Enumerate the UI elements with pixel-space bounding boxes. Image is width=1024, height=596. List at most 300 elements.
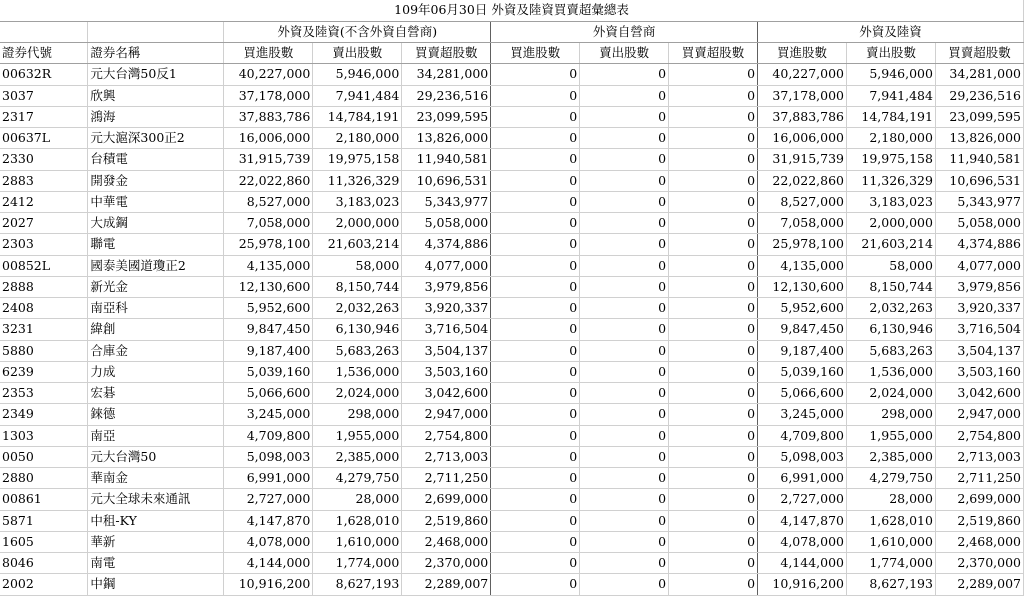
value-cell[interactable]: 2,711,250 — [935, 468, 1023, 489]
value-cell[interactable]: 3,979,856 — [935, 276, 1023, 297]
stock-name-cell[interactable]: 元大台灣50 — [88, 446, 224, 467]
stock-name-cell[interactable]: 欣興 — [88, 85, 224, 106]
value-cell[interactable]: 298,000 — [847, 404, 936, 425]
value-cell[interactable]: 0 — [580, 149, 669, 170]
value-cell[interactable]: 0 — [669, 468, 758, 489]
group-header-foreign-excl-dealers[interactable]: 外資及陸資(不含外資自營商) — [224, 21, 491, 42]
value-cell[interactable]: 31,915,739 — [758, 149, 847, 170]
stock-name-cell[interactable]: 華南金 — [88, 468, 224, 489]
value-cell[interactable]: 0 — [491, 404, 580, 425]
value-cell[interactable]: 3,716,504 — [935, 319, 1023, 340]
table-row — [0, 468, 1024, 489]
value-cell[interactable]: 2,468,000 — [935, 531, 1023, 552]
value-cell[interactable]: 0 — [669, 128, 758, 149]
value-cell[interactable]: 0 — [491, 106, 580, 127]
value-cell[interactable]: 25,978,100 — [758, 234, 847, 255]
value-cell[interactable]: 16,006,000 — [758, 128, 847, 149]
value-cell[interactable]: 3,503,160 — [935, 361, 1023, 382]
value-cell[interactable]: 34,281,000 — [402, 64, 491, 85]
table-row — [0, 404, 1024, 425]
value-cell[interactable]: 25,978,100 — [224, 234, 313, 255]
value-cell[interactable]: 12,130,600 — [224, 276, 313, 297]
value-cell[interactable]: 0 — [491, 149, 580, 170]
value-cell[interactable]: 0 — [669, 383, 758, 404]
stock-name-cell[interactable]: 合庫金 — [88, 340, 224, 361]
stock-name-cell[interactable]: 華新 — [88, 531, 224, 552]
value-cell[interactable]: 0 — [669, 106, 758, 127]
value-cell[interactable]: 2,180,000 — [313, 128, 402, 149]
value-cell[interactable]: 2,754,800 — [402, 425, 491, 446]
value-cell[interactable]: 0 — [669, 361, 758, 382]
stock-code-cell[interactable]: 2353 — [0, 383, 88, 404]
value-cell[interactable]: 7,941,484 — [847, 85, 936, 106]
stock-code-cell[interactable]: 2303 — [0, 234, 88, 255]
value-cell[interactable]: 0 — [669, 446, 758, 467]
value-cell[interactable]: 0 — [491, 298, 580, 319]
value-cell[interactable]: 19,975,158 — [847, 149, 936, 170]
value-cell[interactable]: 0 — [669, 170, 758, 191]
value-cell[interactable]: 22,022,860 — [224, 170, 313, 191]
value-cell[interactable]: 13,826,000 — [935, 128, 1023, 149]
column-header[interactable]: 證券代號 — [0, 43, 88, 64]
value-cell[interactable]: 0 — [580, 276, 669, 297]
value-cell[interactable]: 2,032,263 — [313, 298, 402, 319]
stock-code-cell[interactable]: 2349 — [0, 404, 88, 425]
value-cell[interactable]: 7,941,484 — [313, 85, 402, 106]
value-cell[interactable]: 40,227,000 — [224, 64, 313, 85]
value-cell[interactable]: 2,180,000 — [847, 128, 936, 149]
value-cell[interactable]: 2,727,000 — [758, 489, 847, 510]
value-cell[interactable]: 11,326,329 — [847, 170, 936, 191]
value-cell[interactable]: 0 — [580, 128, 669, 149]
stock-code-cell[interactable]: 2317 — [0, 106, 88, 127]
value-cell[interactable]: 3,716,504 — [402, 319, 491, 340]
value-cell[interactable]: 4,279,750 — [847, 468, 936, 489]
value-cell[interactable]: 5,098,003 — [758, 446, 847, 467]
value-cell[interactable]: 9,847,450 — [224, 319, 313, 340]
value-cell[interactable]: 4,078,000 — [224, 531, 313, 552]
value-cell[interactable]: 5,946,000 — [313, 64, 402, 85]
stock-name-cell[interactable]: 大成鋼 — [88, 213, 224, 234]
value-cell[interactable]: 0 — [491, 128, 580, 149]
stock-name-cell[interactable]: 力成 — [88, 361, 224, 382]
column-header[interactable]: 買進股數 — [758, 43, 847, 64]
value-cell[interactable]: 4,147,870 — [224, 510, 313, 531]
stock-name-cell[interactable]: 國泰美國道瓊正2 — [88, 255, 224, 276]
value-cell[interactable]: 3,042,600 — [402, 383, 491, 404]
stock-name-cell[interactable]: 元大全球未來通訊 — [88, 489, 224, 510]
value-cell[interactable]: 37,883,786 — [224, 106, 313, 127]
value-cell[interactable]: 0 — [491, 340, 580, 361]
value-cell[interactable]: 9,187,400 — [758, 340, 847, 361]
value-cell[interactable]: 3,504,137 — [935, 340, 1023, 361]
value-cell[interactable]: 0 — [580, 234, 669, 255]
value-cell[interactable]: 5,066,600 — [224, 383, 313, 404]
value-cell[interactable]: 6,991,000 — [224, 468, 313, 489]
stock-code-cell[interactable]: 8046 — [0, 553, 88, 574]
value-cell[interactable]: 11,940,581 — [402, 149, 491, 170]
stock-code-cell[interactable]: 5871 — [0, 510, 88, 531]
value-cell[interactable]: 0 — [669, 213, 758, 234]
stock-code-cell[interactable]: 00852L — [0, 255, 88, 276]
value-cell[interactable]: 1,536,000 — [847, 361, 936, 382]
table-row — [0, 213, 1024, 234]
value-cell[interactable]: 0 — [669, 510, 758, 531]
value-cell[interactable]: 10,696,531 — [402, 170, 491, 191]
value-cell[interactable]: 29,236,516 — [935, 85, 1023, 106]
value-cell[interactable]: 0 — [669, 319, 758, 340]
value-cell[interactable]: 7,058,000 — [758, 213, 847, 234]
value-cell[interactable]: 0 — [491, 276, 580, 297]
value-cell[interactable]: 2,000,000 — [847, 213, 936, 234]
value-cell[interactable]: 5,952,600 — [224, 298, 313, 319]
stock-code-cell[interactable]: 2027 — [0, 213, 88, 234]
value-cell[interactable]: 0 — [580, 340, 669, 361]
value-cell[interactable]: 2,289,007 — [402, 574, 491, 595]
value-cell[interactable]: 5,058,000 — [402, 213, 491, 234]
value-cell[interactable]: 0 — [491, 191, 580, 212]
value-cell[interactable]: 0 — [580, 64, 669, 85]
column-header[interactable]: 買賣超股數 — [669, 43, 758, 64]
value-cell[interactable]: 21,603,214 — [847, 234, 936, 255]
stock-name-cell[interactable]: 聯電 — [88, 234, 224, 255]
group-header-row — [0, 21, 1024, 42]
value-cell[interactable]: 31,915,739 — [224, 149, 313, 170]
value-cell[interactable]: 5,946,000 — [847, 64, 936, 85]
column-header[interactable]: 買進股數 — [224, 43, 313, 64]
value-cell[interactable]: 0 — [491, 425, 580, 446]
value-cell[interactable]: 0 — [491, 489, 580, 510]
value-cell[interactable]: 2,289,007 — [935, 574, 1023, 595]
stock-name-cell[interactable]: 新光金 — [88, 276, 224, 297]
value-cell[interactable]: 0 — [669, 574, 758, 595]
value-cell[interactable]: 3,504,137 — [402, 340, 491, 361]
value-cell[interactable]: 23,099,595 — [402, 106, 491, 127]
value-cell[interactable]: 0 — [491, 361, 580, 382]
value-cell[interactable]: 8,627,193 — [847, 574, 936, 595]
value-cell[interactable]: 0 — [580, 106, 669, 127]
value-cell[interactable]: 0 — [580, 170, 669, 191]
value-cell[interactable]: 0 — [580, 383, 669, 404]
stock-name-cell[interactable]: 元大台灣50反1 — [88, 64, 224, 85]
value-cell[interactable]: 10,916,200 — [758, 574, 847, 595]
value-cell[interactable]: 0 — [580, 85, 669, 106]
value-cell[interactable]: 0 — [491, 468, 580, 489]
value-cell[interactable]: 21,603,214 — [313, 234, 402, 255]
value-cell[interactable]: 13,826,000 — [402, 128, 491, 149]
value-cell[interactable]: 0 — [669, 531, 758, 552]
stock-code-cell[interactable]: 00861 — [0, 489, 88, 510]
value-cell[interactable]: 0 — [669, 255, 758, 276]
stock-code-cell[interactable]: 2880 — [0, 468, 88, 489]
value-cell[interactable]: 40,227,000 — [758, 64, 847, 85]
stock-code-cell[interactable]: 3037 — [0, 85, 88, 106]
value-cell[interactable]: 0 — [669, 298, 758, 319]
value-cell[interactable]: 29,236,516 — [402, 85, 491, 106]
value-cell[interactable]: 0 — [580, 404, 669, 425]
value-cell[interactable]: 3,183,023 — [313, 191, 402, 212]
value-cell[interactable]: 11,940,581 — [935, 149, 1023, 170]
stock-name-cell[interactable]: 鴻海 — [88, 106, 224, 127]
value-cell[interactable]: 0 — [491, 531, 580, 552]
value-cell[interactable]: 0 — [491, 64, 580, 85]
stock-name-cell[interactable]: 元大滬深300正2 — [88, 128, 224, 149]
stock-code-cell[interactable]: 2002 — [0, 574, 88, 595]
column-header[interactable]: 賣出股數 — [313, 43, 402, 64]
value-cell[interactable]: 6,130,946 — [847, 319, 936, 340]
stock-name-cell[interactable]: 中鋼 — [88, 574, 224, 595]
stock-name-cell[interactable]: 錸德 — [88, 404, 224, 425]
value-cell[interactable]: 2,385,000 — [313, 446, 402, 467]
value-cell[interactable]: 0 — [580, 468, 669, 489]
value-cell[interactable]: 8,527,000 — [758, 191, 847, 212]
stock-code-cell[interactable]: 2883 — [0, 170, 88, 191]
value-cell[interactable]: 8,527,000 — [224, 191, 313, 212]
value-cell[interactable]: 0 — [580, 213, 669, 234]
value-cell[interactable]: 3,979,856 — [402, 276, 491, 297]
value-cell[interactable]: 3,920,337 — [935, 298, 1023, 319]
value-cell[interactable]: 1,774,000 — [847, 553, 936, 574]
value-cell[interactable]: 3,183,023 — [847, 191, 936, 212]
value-cell[interactable]: 0 — [491, 213, 580, 234]
value-cell[interactable]: 0 — [580, 361, 669, 382]
value-cell[interactable]: 2,000,000 — [313, 213, 402, 234]
stock-name-cell[interactable]: 中華電 — [88, 191, 224, 212]
value-cell[interactable]: 11,326,329 — [313, 170, 402, 191]
stock-code-cell[interactable]: 5880 — [0, 340, 88, 361]
value-cell[interactable]: 2,713,003 — [402, 446, 491, 467]
value-cell[interactable]: 1,610,000 — [847, 531, 936, 552]
group-header-foreign-dealers[interactable]: 外資自營商 — [491, 21, 758, 42]
value-cell[interactable]: 37,178,000 — [758, 85, 847, 106]
value-cell[interactable]: 2,024,000 — [313, 383, 402, 404]
stock-code-cell[interactable]: 1303 — [0, 425, 88, 446]
stock-code-cell[interactable]: 2408 — [0, 298, 88, 319]
stock-code-cell[interactable]: 00637L — [0, 128, 88, 149]
value-cell[interactable]: 0 — [580, 553, 669, 574]
value-cell[interactable]: 2,947,000 — [402, 404, 491, 425]
stock-name-cell[interactable]: 緯創 — [88, 319, 224, 340]
value-cell[interactable]: 0 — [580, 489, 669, 510]
value-cell[interactable]: 2,519,860 — [402, 510, 491, 531]
column-header[interactable]: 證券名稱 — [88, 43, 224, 64]
value-cell[interactable]: 0 — [491, 446, 580, 467]
value-cell[interactable]: 0 — [580, 191, 669, 212]
value-cell[interactable]: 0 — [491, 170, 580, 191]
value-cell[interactable]: 0 — [580, 425, 669, 446]
value-cell[interactable]: 0 — [491, 234, 580, 255]
value-cell[interactable]: 37,883,786 — [758, 106, 847, 127]
stock-name-cell[interactable]: 開發金 — [88, 170, 224, 191]
value-cell[interactable]: 5,098,003 — [224, 446, 313, 467]
value-cell[interactable]: 3,245,000 — [758, 404, 847, 425]
value-cell[interactable]: 3,245,000 — [224, 404, 313, 425]
value-cell[interactable]: 23,099,595 — [935, 106, 1023, 127]
header-empty-cell[interactable] — [0, 21, 88, 42]
value-cell[interactable]: 4,077,000 — [935, 255, 1023, 276]
value-cell[interactable]: 19,975,158 — [313, 149, 402, 170]
value-cell[interactable]: 0 — [669, 340, 758, 361]
value-cell[interactable]: 28,000 — [313, 489, 402, 510]
value-cell[interactable]: 4,135,000 — [758, 255, 847, 276]
value-cell[interactable]: 298,000 — [313, 404, 402, 425]
value-cell[interactable]: 0 — [491, 319, 580, 340]
value-cell[interactable]: 0 — [669, 425, 758, 446]
stock-name-cell[interactable]: 南亞 — [88, 425, 224, 446]
value-cell[interactable]: 2,754,800 — [935, 425, 1023, 446]
value-cell[interactable]: 22,022,860 — [758, 170, 847, 191]
stock-code-cell[interactable]: 2412 — [0, 191, 88, 212]
value-cell[interactable]: 4,709,800 — [758, 425, 847, 446]
value-cell[interactable]: 0 — [669, 149, 758, 170]
value-cell[interactable]: 0 — [491, 510, 580, 531]
value-cell[interactable]: 0 — [491, 553, 580, 574]
value-cell[interactable]: 0 — [580, 531, 669, 552]
table-row — [0, 361, 1024, 382]
value-cell[interactable]: 4,374,886 — [935, 234, 1023, 255]
value-cell[interactable]: 14,784,191 — [313, 106, 402, 127]
value-cell[interactable]: 4,135,000 — [224, 255, 313, 276]
column-header[interactable]: 買賣超股數 — [935, 43, 1023, 64]
column-header[interactable]: 賣出股數 — [847, 43, 936, 64]
value-cell[interactable]: 4,709,800 — [224, 425, 313, 446]
value-cell[interactable]: 12,130,600 — [758, 276, 847, 297]
value-cell[interactable]: 0 — [580, 319, 669, 340]
value-cell[interactable]: 2,370,000 — [402, 553, 491, 574]
value-cell[interactable]: 0 — [669, 276, 758, 297]
value-cell[interactable]: 0 — [669, 191, 758, 212]
value-cell[interactable]: 1,610,000 — [313, 531, 402, 552]
table-row — [0, 340, 1024, 361]
value-cell[interactable]: 28,000 — [847, 489, 936, 510]
value-cell[interactable]: 2,519,860 — [935, 510, 1023, 531]
value-cell[interactable]: 5,058,000 — [935, 213, 1023, 234]
stock-code-cell[interactable]: 0050 — [0, 446, 88, 467]
value-cell[interactable]: 1,955,000 — [847, 425, 936, 446]
value-cell[interactable]: 2,032,263 — [847, 298, 936, 319]
value-cell[interactable]: 4,147,870 — [758, 510, 847, 531]
value-cell[interactable]: 0 — [580, 446, 669, 467]
value-cell[interactable]: 1,536,000 — [313, 361, 402, 382]
value-cell[interactable]: 5,039,160 — [224, 361, 313, 382]
value-cell[interactable]: 2,727,000 — [224, 489, 313, 510]
value-cell[interactable]: 2,468,000 — [402, 531, 491, 552]
group-header-foreign-total[interactable]: 外資及陸資 — [758, 21, 1024, 42]
value-cell[interactable]: 0 — [669, 64, 758, 85]
value-cell[interactable]: 2,947,000 — [935, 404, 1023, 425]
value-cell[interactable]: 0 — [669, 489, 758, 510]
value-cell[interactable]: 9,847,450 — [758, 319, 847, 340]
column-header[interactable]: 賣出股數 — [580, 43, 669, 64]
value-cell[interactable]: 8,150,744 — [313, 276, 402, 297]
value-cell[interactable]: 4,144,000 — [758, 553, 847, 574]
header-empty-cell[interactable] — [88, 21, 224, 42]
value-cell[interactable]: 2,699,000 — [402, 489, 491, 510]
value-cell[interactable]: 10,696,531 — [935, 170, 1023, 191]
table-row — [0, 106, 1024, 127]
value-cell[interactable]: 4,374,886 — [402, 234, 491, 255]
value-cell[interactable]: 0 — [580, 574, 669, 595]
value-cell[interactable]: 0 — [491, 85, 580, 106]
value-cell[interactable]: 37,178,000 — [224, 85, 313, 106]
value-cell[interactable]: 4,077,000 — [402, 255, 491, 276]
value-cell[interactable]: 0 — [580, 298, 669, 319]
value-cell[interactable]: 0 — [580, 255, 669, 276]
stock-code-cell[interactable]: 3231 — [0, 319, 88, 340]
stock-name-cell[interactable]: 宏碁 — [88, 383, 224, 404]
value-cell[interactable]: 10,916,200 — [224, 574, 313, 595]
value-cell[interactable]: 0 — [669, 234, 758, 255]
value-cell[interactable]: 5,343,977 — [402, 191, 491, 212]
value-cell[interactable]: 2,385,000 — [847, 446, 936, 467]
value-cell[interactable]: 5,952,600 — [758, 298, 847, 319]
value-cell[interactable]: 6,130,946 — [313, 319, 402, 340]
value-cell[interactable]: 0 — [491, 574, 580, 595]
value-cell[interactable]: 2,713,003 — [935, 446, 1023, 467]
stock-code-cell[interactable]: 6239 — [0, 361, 88, 382]
stock-code-cell[interactable]: 1605 — [0, 531, 88, 552]
stock-code-cell[interactable]: 2330 — [0, 149, 88, 170]
value-cell[interactable]: 0 — [669, 85, 758, 106]
value-cell[interactable]: 8,150,744 — [847, 276, 936, 297]
value-cell[interactable]: 4,279,750 — [313, 468, 402, 489]
value-cell[interactable]: 6,991,000 — [758, 468, 847, 489]
value-cell[interactable]: 4,144,000 — [224, 553, 313, 574]
value-cell[interactable]: 2,370,000 — [935, 553, 1023, 574]
stock-code-cell[interactable]: 00632R — [0, 64, 88, 85]
value-cell[interactable]: 3,920,337 — [402, 298, 491, 319]
value-cell[interactable]: 7,058,000 — [224, 213, 313, 234]
table-row — [0, 170, 1024, 191]
value-cell[interactable]: 1,774,000 — [313, 553, 402, 574]
value-cell[interactable]: 5,683,263 — [313, 340, 402, 361]
value-cell[interactable]: 2,024,000 — [847, 383, 936, 404]
stock-name-cell[interactable]: 南亞科 — [88, 298, 224, 319]
value-cell[interactable]: 9,187,400 — [224, 340, 313, 361]
value-cell[interactable]: 2,699,000 — [935, 489, 1023, 510]
stock-name-cell[interactable]: 台積電 — [88, 149, 224, 170]
value-cell[interactable]: 0 — [580, 510, 669, 531]
value-cell[interactable]: 58,000 — [313, 255, 402, 276]
value-cell[interactable]: 3,042,600 — [935, 383, 1023, 404]
value-cell[interactable]: 4,078,000 — [758, 531, 847, 552]
value-cell[interactable]: 1,628,010 — [847, 510, 936, 531]
stock-name-cell[interactable]: 南電 — [88, 553, 224, 574]
value-cell[interactable]: 0 — [669, 553, 758, 574]
value-cell[interactable]: 1,955,000 — [313, 425, 402, 446]
value-cell[interactable]: 0 — [491, 255, 580, 276]
value-cell[interactable]: 2,711,250 — [402, 468, 491, 489]
column-header[interactable]: 買進股數 — [491, 43, 580, 64]
value-cell[interactable]: 5,343,977 — [935, 191, 1023, 212]
value-cell[interactable]: 0 — [491, 383, 580, 404]
value-cell[interactable]: 8,627,193 — [313, 574, 402, 595]
value-cell[interactable]: 58,000 — [847, 255, 936, 276]
value-cell[interactable]: 16,006,000 — [224, 128, 313, 149]
value-cell[interactable]: 14,784,191 — [847, 106, 936, 127]
value-cell[interactable]: 5,066,600 — [758, 383, 847, 404]
stock-name-cell[interactable]: 中租-KY — [88, 510, 224, 531]
sheet-title[interactable]: 109年06月30日 外資及陸資買賣超彙總表 — [0, 0, 1024, 21]
value-cell[interactable]: 3,503,160 — [402, 361, 491, 382]
value-cell[interactable]: 5,039,160 — [758, 361, 847, 382]
column-header[interactable]: 買賣超股數 — [402, 43, 491, 64]
value-cell[interactable]: 0 — [669, 404, 758, 425]
stock-code-cell[interactable]: 2888 — [0, 276, 88, 297]
value-cell[interactable]: 5,683,263 — [847, 340, 936, 361]
value-cell[interactable]: 1,628,010 — [313, 510, 402, 531]
value-cell[interactable]: 34,281,000 — [935, 64, 1023, 85]
